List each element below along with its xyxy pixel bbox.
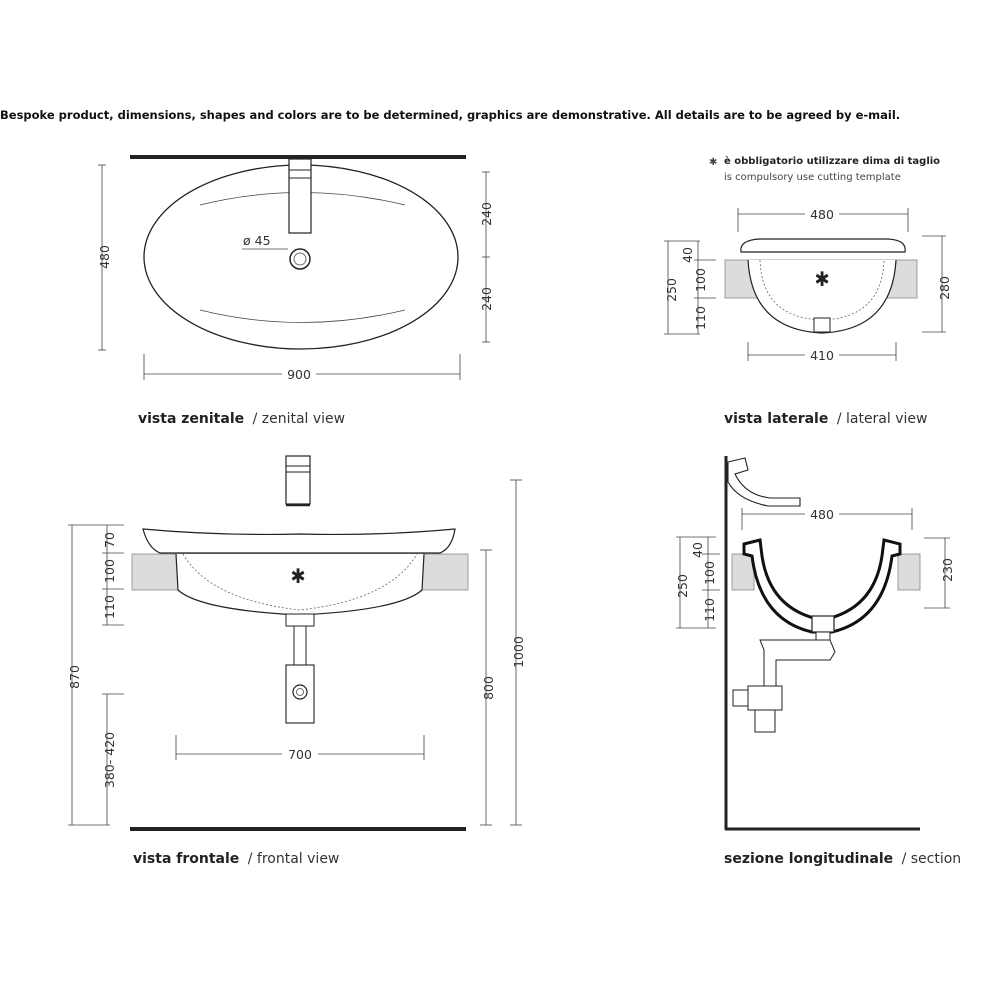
drain-hole-inner — [294, 253, 306, 265]
sec-dim-right: 230 — [940, 558, 955, 582]
faucet-front — [286, 456, 310, 504]
front-dim-total-right: 1000 — [511, 636, 526, 668]
dim-width: 900 — [287, 367, 311, 382]
caption-section-it: sezione longitudinale — [724, 851, 894, 867]
drain — [814, 318, 830, 332]
template-note — [709, 155, 940, 183]
caption-lateral — [724, 411, 927, 427]
caption-zenital — [138, 411, 345, 427]
front-dim-total-left: 870 — [67, 665, 82, 689]
siphon-pipe — [294, 626, 306, 666]
note-line-2: is compulsory use cutting template — [724, 172, 901, 183]
front-dim-mid: 100 — [102, 559, 117, 583]
caption-zenital-en: / zenital view — [252, 411, 346, 427]
lat-dim-bottom: 410 — [810, 348, 834, 363]
sec-dim-left-total: 250 — [675, 574, 690, 598]
caption-section-en: / section — [901, 851, 962, 867]
front-cut-asterisk-icon: ✱ — [290, 564, 306, 588]
caption-frontal-en: / frontal view — [247, 851, 340, 867]
note-line-1: è obbligatorio utilizzare dima di taglio — [724, 156, 941, 167]
lat-dim-rim: 40 — [680, 247, 695, 263]
front-dim-range: 380- 420 — [102, 731, 117, 789]
section-view — [675, 456, 961, 867]
lateral-view — [664, 206, 952, 427]
caption-section — [724, 851, 961, 867]
caption-lateral-it: vista laterale — [724, 411, 829, 427]
inner-rim-bottom — [200, 310, 405, 323]
caption-frontal — [133, 851, 339, 867]
caption-lateral-en: / lateral view — [836, 411, 928, 427]
lat-dim-low: 110 — [693, 306, 708, 330]
zenital-view — [97, 157, 494, 427]
caption-zenital-it: vista zenitale — [138, 411, 245, 427]
drain-hole-icon — [290, 249, 310, 269]
note-asterisk-icon: ✱ — [709, 157, 718, 168]
sec-dim-top: 480 — [810, 507, 834, 522]
caption-frontal-it: vista frontale — [133, 851, 240, 867]
sec-dim-mid: 100 — [702, 561, 717, 585]
front-dim-height-right: 800 — [481, 676, 496, 700]
front-dim-width: 700 — [288, 747, 312, 762]
lat-dim-mid: 100 — [693, 268, 708, 292]
lat-dim-top: 480 — [810, 207, 834, 222]
front-rim — [143, 529, 455, 553]
dim-half-bottom: 240 — [479, 287, 494, 311]
front-dim-rim: 70 — [102, 532, 117, 548]
section-faucet — [728, 458, 800, 506]
basin-rim — [741, 239, 905, 252]
dim-depth: 480 — [97, 245, 112, 269]
dim-half-top: 240 — [479, 202, 494, 226]
section-siphon — [760, 640, 835, 690]
sec-dim-low: 110 — [702, 598, 717, 622]
cut-asterisk-icon: ✱ — [814, 267, 830, 291]
section-counter-right — [898, 554, 920, 590]
section-counter-left — [732, 554, 754, 590]
lat-dim-right: 280 — [937, 276, 952, 300]
siphon-body — [286, 665, 314, 723]
lat-dim-left-total: 250 — [664, 278, 679, 302]
frontal-view — [67, 456, 526, 867]
disclaimer-text: Bespoke product, dimensions, shapes and colors are to be determined, graphics are demonstrative. All details are to be agreed by e-mail. — [0, 108, 901, 122]
sec-dim-rim: 40 — [690, 542, 705, 558]
front-dim-low: 110 — [102, 595, 117, 619]
dim-hole: ø 45 — [243, 233, 271, 248]
